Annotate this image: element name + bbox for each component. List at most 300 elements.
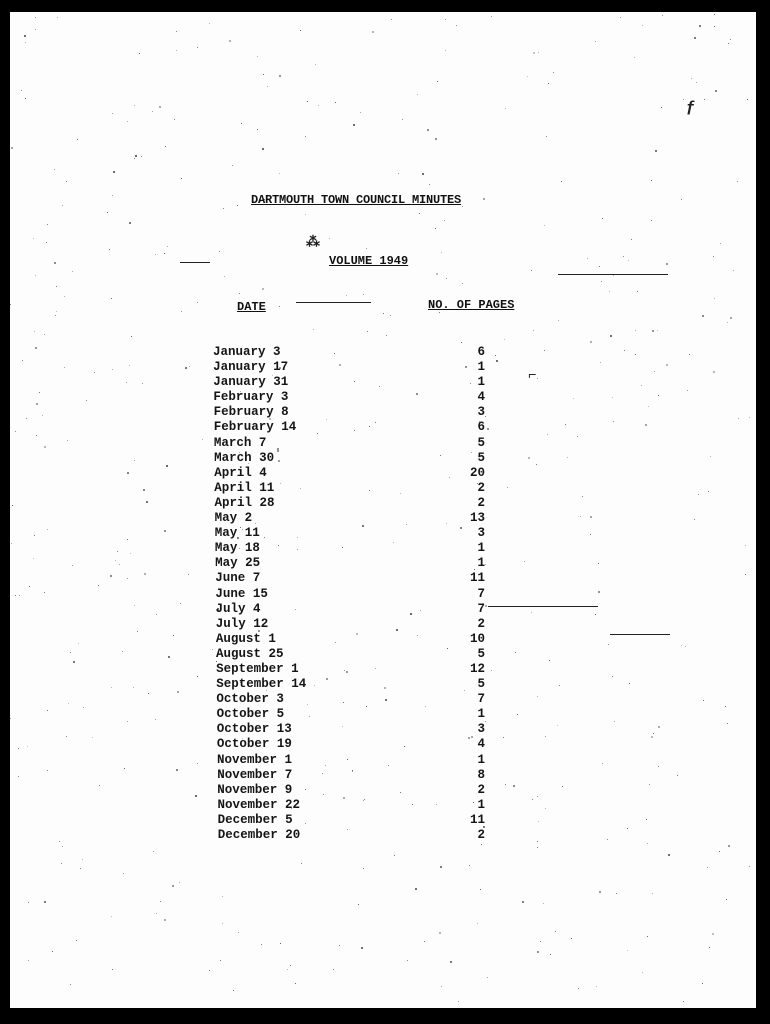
speck: [290, 965, 291, 966]
speck: [713, 256, 714, 257]
speck: [78, 643, 79, 644]
speck: [353, 124, 355, 126]
document-page: [10, 12, 756, 1008]
list-item: [213, 345, 503, 360]
speck: [602, 763, 603, 764]
speck: [238, 932, 239, 933]
speck: [223, 208, 224, 209]
speck: [386, 335, 387, 336]
speck: [435, 138, 437, 140]
speck: [313, 329, 314, 330]
speck: [142, 383, 143, 384]
list-item: [213, 556, 503, 571]
speck: [727, 322, 728, 323]
speck: [36, 435, 37, 436]
list-item: [213, 405, 503, 420]
speck: [156, 913, 157, 914]
speck: [435, 228, 436, 229]
speck: [56, 286, 57, 287]
entry-pages: 20: [469, 465, 485, 480]
entry-date: May 18: [214, 541, 260, 556]
speck: [72, 271, 73, 272]
speck: [33, 238, 34, 239]
speck: [537, 796, 538, 797]
speck: [578, 988, 579, 989]
speck: [28, 902, 29, 903]
entry-date: June 15: [215, 586, 268, 601]
speck: [222, 896, 223, 897]
speck: [99, 785, 100, 786]
speck: [239, 293, 240, 294]
entry-date: November 9: [217, 782, 293, 797]
speck: [134, 605, 135, 606]
list-item: [213, 662, 503, 677]
list-item: [213, 768, 503, 783]
entry-pages: 11: [469, 571, 485, 586]
arrow-mark: ⌐: [528, 368, 537, 384]
entry-date: January 3: [213, 345, 281, 359]
speck: [728, 43, 729, 44]
speck: [174, 119, 175, 120]
speck: [47, 224, 48, 225]
speck: [628, 260, 629, 261]
speck: [305, 214, 306, 215]
speck: [44, 901, 46, 903]
speck: [156, 614, 157, 615]
list-item: [213, 360, 503, 375]
speck: [445, 19, 446, 20]
speck: [366, 248, 367, 249]
speck: [702, 983, 703, 984]
speck: [124, 768, 125, 769]
speck: [714, 26, 715, 27]
speck: [36, 403, 38, 405]
entry-date: February 14: [213, 420, 297, 435]
speck: [694, 37, 696, 39]
speck: [590, 341, 592, 343]
speck: [122, 651, 123, 652]
entry-pages: 1: [477, 541, 485, 556]
entry-pages: 4: [477, 390, 485, 405]
speck: [505, 108, 506, 109]
speck: [59, 841, 60, 842]
entry-pages: 5: [477, 646, 485, 661]
speck: [747, 99, 748, 100]
speck: [47, 770, 48, 771]
speck: [57, 17, 58, 18]
speck: [144, 573, 146, 575]
speck: [21, 90, 22, 91]
speck: [279, 173, 280, 174]
entry-pages: 3: [477, 526, 485, 541]
speck: [34, 331, 35, 332]
speck: [668, 854, 670, 856]
speck: [12, 505, 13, 506]
speck: [110, 575, 112, 577]
list-item: [213, 828, 503, 843]
speck: [112, 969, 113, 970]
speck: [18, 748, 19, 749]
speck: [152, 111, 153, 112]
speck: [35, 347, 37, 349]
speck: [34, 535, 35, 536]
header-rule: [296, 302, 371, 303]
speck: [209, 970, 210, 971]
speck: [666, 364, 668, 366]
speck: [531, 612, 532, 613]
speck: [635, 330, 636, 331]
speck: [607, 839, 608, 840]
speck: [130, 553, 131, 554]
entry-date: October 3: [216, 692, 284, 707]
speck: [219, 251, 220, 252]
speck: [634, 57, 635, 58]
speck: [545, 808, 546, 809]
speck: [165, 146, 166, 147]
speck: [577, 436, 578, 437]
speck: [445, 50, 446, 51]
entry-pages: 2: [477, 782, 485, 797]
speck: [699, 25, 701, 27]
speck: [262, 288, 264, 290]
speck: [415, 888, 417, 890]
speck: [148, 693, 149, 694]
speck: [233, 990, 234, 991]
speck: [267, 86, 268, 87]
entry-pages: 2: [477, 495, 485, 510]
entry-date: September 1: [216, 661, 299, 676]
speck: [73, 661, 75, 663]
speck: [533, 330, 534, 331]
speck: [153, 851, 154, 852]
speck: [462, 283, 463, 284]
speck: [590, 516, 592, 518]
speck: [437, 81, 438, 82]
speck: [436, 273, 438, 275]
speck: [694, 519, 695, 520]
speck: [610, 335, 612, 337]
speck: [651, 220, 652, 221]
entry-date: February 3: [213, 390, 289, 405]
speck: [571, 938, 572, 939]
speck: [738, 418, 739, 419]
speck: [627, 950, 628, 951]
speck: [367, 331, 368, 332]
speck: [54, 169, 55, 170]
speck: [537, 951, 539, 953]
speck: [637, 291, 638, 292]
speck: [546, 136, 547, 137]
speck: [641, 385, 642, 386]
speck: [654, 371, 655, 372]
speck: [10, 718, 11, 719]
speck: [537, 696, 538, 697]
speck: [685, 646, 686, 647]
speck: [209, 23, 210, 24]
speck: [602, 218, 603, 219]
volume-label: VOLUME 1949: [329, 254, 409, 268]
entry-pages: 1: [477, 375, 485, 390]
speck: [241, 123, 242, 124]
speck: [648, 406, 649, 407]
speck: [439, 312, 440, 313]
speck: [189, 366, 190, 367]
speck: [33, 558, 34, 559]
speck: [109, 249, 110, 250]
speck: [642, 972, 643, 973]
speck: [391, 19, 392, 20]
speck: [549, 660, 550, 661]
speck: [424, 941, 425, 942]
speck: [595, 614, 596, 615]
speck: [361, 947, 363, 949]
speck: [70, 984, 71, 985]
speck: [469, 865, 470, 866]
speck: [645, 424, 647, 426]
entry-date: January 17: [213, 360, 289, 375]
speck: [635, 354, 636, 355]
speck: [333, 969, 334, 970]
speck: [726, 899, 727, 900]
list-item: [213, 526, 503, 541]
speck: [567, 457, 568, 458]
speck: [123, 873, 124, 874]
speck: [573, 398, 574, 399]
speck: [143, 489, 145, 491]
speck: [531, 270, 532, 271]
minutes-list: [213, 345, 503, 843]
speck: [561, 181, 562, 182]
speck: [598, 591, 600, 593]
speck: [737, 181, 738, 182]
speck: [112, 195, 113, 196]
speck: [422, 173, 424, 175]
speck: [134, 158, 135, 159]
speck: [555, 931, 556, 932]
speck: [335, 102, 336, 103]
speck: [402, 119, 403, 120]
speck: [702, 315, 704, 317]
speck: [232, 165, 233, 166]
speck: [188, 574, 189, 575]
speck: [300, 30, 301, 31]
speck: [257, 129, 258, 130]
speck: [112, 369, 113, 370]
entry-pages: 7: [477, 601, 485, 616]
speck: [596, 986, 597, 987]
entry-pages: 12: [469, 661, 485, 676]
speck: [450, 961, 452, 963]
speck: [146, 501, 148, 503]
speck: [261, 944, 262, 945]
list-item: [213, 451, 503, 466]
speck: [725, 706, 726, 707]
speck: [24, 35, 26, 37]
speck: [733, 270, 734, 271]
entry-date: July 12: [215, 616, 269, 631]
speck: [691, 78, 692, 79]
speck: [107, 212, 108, 213]
speck: [709, 947, 710, 948]
speck: [134, 460, 135, 461]
speck: [224, 276, 225, 277]
entry-pages: 1: [477, 752, 485, 767]
speck: [15, 595, 16, 596]
speck: [658, 766, 659, 767]
list-item: [213, 541, 503, 556]
speck: [647, 843, 648, 844]
speck: [714, 14, 715, 15]
speck: [547, 434, 548, 435]
speck: [687, 390, 688, 391]
entry-pages: 1: [477, 797, 485, 812]
speck: [612, 397, 613, 398]
speck: [11, 147, 13, 149]
speck: [64, 367, 65, 368]
speck: [86, 400, 87, 401]
entry-pages: 1: [477, 707, 485, 722]
speck: [715, 90, 717, 92]
speck: [134, 105, 135, 106]
speck: [545, 736, 546, 737]
speck: [117, 551, 118, 552]
speck: [35, 275, 36, 276]
speck: [562, 786, 563, 787]
entry-pages: 2: [477, 828, 485, 842]
speck: [195, 795, 197, 797]
list-item: [213, 798, 503, 813]
speck: [346, 295, 347, 296]
speck: [749, 417, 750, 418]
speck: [62, 846, 63, 847]
speck: [528, 457, 530, 459]
speck: [262, 148, 264, 150]
list-item: [213, 783, 503, 798]
speck: [127, 578, 128, 579]
list-item: [213, 722, 503, 737]
speck: [363, 868, 364, 869]
entry-date: November 7: [217, 767, 293, 782]
speck: [62, 205, 63, 206]
speck: [616, 893, 617, 894]
speck: [76, 940, 77, 941]
speck: [139, 53, 140, 54]
speck: [661, 107, 662, 108]
list-item: [213, 617, 503, 632]
speck: [727, 723, 728, 724]
entry-pages: 5: [477, 435, 485, 450]
list-item: [213, 753, 503, 768]
speck: [481, 844, 482, 845]
speck: [662, 15, 663, 16]
speck: [133, 687, 134, 688]
speck: [220, 960, 221, 961]
speck: [712, 933, 714, 935]
speck: [168, 656, 170, 658]
speck: [444, 220, 445, 221]
speck: [94, 372, 95, 373]
speck: [229, 40, 231, 42]
speck: [173, 635, 174, 636]
speck: [47, 529, 48, 530]
entry-date: July 4: [215, 601, 261, 616]
speck: [92, 737, 93, 738]
list-item: [213, 481, 503, 496]
speck: [360, 112, 361, 113]
speck: [279, 306, 280, 307]
speck: [440, 866, 442, 868]
speck: [202, 439, 203, 440]
speck: [536, 464, 537, 465]
speck: [39, 392, 40, 393]
speck: [197, 763, 198, 764]
list-item: [213, 692, 503, 707]
entry-pages: 13: [469, 511, 485, 526]
speck: [504, 339, 505, 340]
speck: [710, 456, 711, 457]
speck: [713, 371, 715, 373]
speck: [372, 31, 374, 33]
speck: [44, 334, 45, 335]
speck: [141, 156, 142, 157]
entry-date: December 5: [217, 812, 293, 827]
speck: [538, 52, 539, 53]
entry-pages: 1: [477, 556, 485, 571]
entry-date: April 11: [214, 480, 275, 495]
speck: [537, 378, 538, 379]
speck: [651, 736, 653, 738]
speck: [417, 94, 418, 95]
speck: [707, 867, 708, 868]
entry-pages: 3: [477, 405, 485, 420]
speck: [655, 150, 657, 152]
entry-date: June 7: [215, 571, 261, 586]
entry-pages: 2: [477, 616, 485, 631]
speck: [550, 954, 551, 955]
entry-date: September 14: [216, 677, 307, 692]
speck: [111, 298, 112, 299]
speck: [222, 923, 223, 924]
entry-date: October 5: [216, 707, 285, 722]
speck: [67, 440, 68, 441]
entry-date: April 4: [214, 465, 267, 480]
speck: [25, 98, 26, 99]
speck: [72, 565, 73, 566]
speck: [483, 198, 485, 200]
speck: [527, 76, 528, 77]
stray-line: [558, 274, 668, 275]
speck: [52, 951, 53, 952]
speck: [441, 986, 442, 987]
speck: [26, 418, 27, 419]
entry-date: December 20: [217, 828, 301, 842]
speck: [176, 31, 177, 32]
speck: [177, 691, 179, 693]
speck: [127, 721, 128, 722]
list-item: [213, 813, 503, 828]
speck: [279, 75, 281, 77]
speck: [164, 919, 166, 921]
entry-date: October 19: [216, 737, 292, 752]
speck: [649, 784, 650, 785]
speck: [61, 863, 62, 864]
speck: [44, 592, 45, 593]
speck: [446, 278, 447, 279]
speck: [164, 253, 165, 254]
speck: [698, 494, 699, 495]
list-item: [213, 707, 503, 722]
speck: [696, 82, 697, 83]
